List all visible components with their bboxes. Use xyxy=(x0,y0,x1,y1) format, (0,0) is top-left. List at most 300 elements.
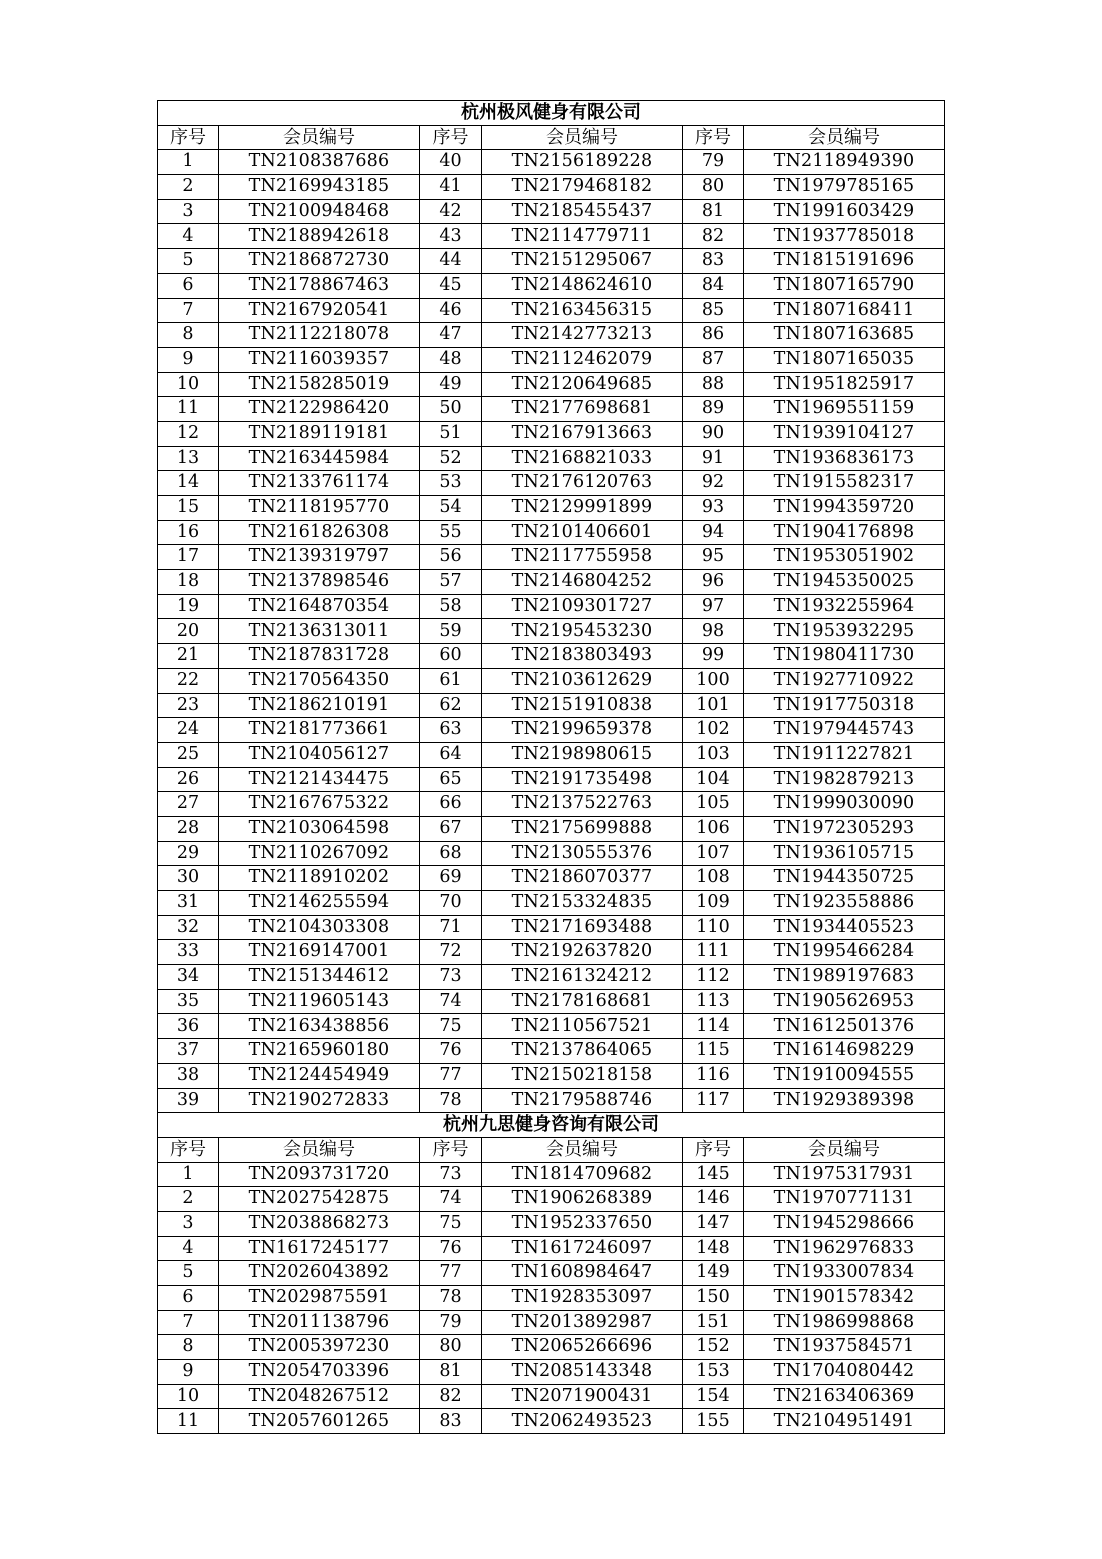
member-id-cell: TN1807163685 xyxy=(744,323,945,348)
member-id-cell: TN2029875591 xyxy=(219,1286,420,1311)
serial-number-cell: 4 xyxy=(158,224,219,249)
serial-number-cell: 38 xyxy=(158,1063,219,1088)
serial-number-cell: 88 xyxy=(683,372,744,397)
table-row xyxy=(158,915,945,940)
table-row xyxy=(158,347,945,372)
header-member-id: 会员编号 xyxy=(744,125,945,150)
table-row xyxy=(158,989,945,1014)
serial-number-cell: 96 xyxy=(683,570,744,595)
serial-number-cell: 101 xyxy=(683,693,744,718)
table-row xyxy=(158,668,945,693)
serial-number-cell: 14 xyxy=(158,471,219,496)
table-row xyxy=(158,1360,945,1385)
header-serial-number: 序号 xyxy=(683,1137,744,1162)
member-id-cell: TN2137898546 xyxy=(219,570,420,595)
section-title-row xyxy=(158,101,945,126)
member-id-cell: TN2101406601 xyxy=(482,520,683,545)
member-id-cell: TN2122986420 xyxy=(219,397,420,422)
member-id-cell: TN2109301727 xyxy=(482,594,683,619)
member-id-cell: TN1952337650 xyxy=(482,1211,683,1236)
member-id-cell: TN1927710922 xyxy=(744,668,945,693)
table-row xyxy=(158,372,945,397)
serial-number-cell: 24 xyxy=(158,718,219,743)
serial-number-cell: 78 xyxy=(420,1088,482,1113)
serial-number-cell: 67 xyxy=(420,816,482,841)
member-id-cell: TN2198980615 xyxy=(482,742,683,767)
member-id-cell: TN2181773661 xyxy=(219,718,420,743)
serial-number-cell: 27 xyxy=(158,792,219,817)
serial-number-cell: 82 xyxy=(683,224,744,249)
serial-number-cell: 59 xyxy=(420,619,482,644)
serial-number-cell: 7 xyxy=(158,1310,219,1335)
member-id-cell: TN2121434475 xyxy=(219,767,420,792)
serial-number-cell: 77 xyxy=(420,1261,482,1286)
serial-number-cell: 145 xyxy=(683,1162,744,1187)
table-row xyxy=(158,224,945,249)
header-serial-number: 序号 xyxy=(158,1137,219,1162)
serial-number-cell: 13 xyxy=(158,446,219,471)
member-id-cell: TN1962976833 xyxy=(744,1236,945,1261)
company-title: 杭州极风健身有限公司 xyxy=(158,101,945,126)
member-id-cell: TN2062493523 xyxy=(482,1409,683,1434)
member-id-cell: TN2150218158 xyxy=(482,1063,683,1088)
serial-number-cell: 22 xyxy=(158,668,219,693)
serial-number-cell: 94 xyxy=(683,520,744,545)
table-row xyxy=(158,1335,945,1360)
serial-number-cell: 85 xyxy=(683,298,744,323)
member-id-cell: TN1999030090 xyxy=(744,792,945,817)
serial-number-cell: 79 xyxy=(683,150,744,175)
table-row xyxy=(158,520,945,545)
serial-number-cell: 80 xyxy=(683,175,744,200)
member-id-cell: TN2191735498 xyxy=(482,767,683,792)
serial-number-cell: 105 xyxy=(683,792,744,817)
member-id-cell: TN2156189228 xyxy=(482,150,683,175)
member-id-cell: TN2158285019 xyxy=(219,372,420,397)
serial-number-cell: 81 xyxy=(683,199,744,224)
serial-number-cell: 54 xyxy=(420,496,482,521)
serial-number-cell: 66 xyxy=(420,792,482,817)
table-row xyxy=(158,693,945,718)
member-id-cell: TN2027542875 xyxy=(219,1187,420,1212)
member-id-cell: TN2118949390 xyxy=(744,150,945,175)
table-row xyxy=(158,792,945,817)
serial-number-cell: 113 xyxy=(683,989,744,1014)
member-id-cell: TN2186070377 xyxy=(482,866,683,891)
serial-number-cell: 10 xyxy=(158,1384,219,1409)
table-row xyxy=(158,323,945,348)
member-id-cell: TN2170564350 xyxy=(219,668,420,693)
member-id-cell: TN2116039357 xyxy=(219,347,420,372)
serial-number-cell: 1 xyxy=(158,150,219,175)
member-id-table xyxy=(157,100,945,1434)
member-id-cell: TN2118910202 xyxy=(219,866,420,891)
member-id-cell: TN1815191696 xyxy=(744,249,945,274)
serial-number-cell: 3 xyxy=(158,199,219,224)
member-id-cell: TN2189119181 xyxy=(219,421,420,446)
table-row xyxy=(158,298,945,323)
table-row xyxy=(158,742,945,767)
serial-number-cell: 21 xyxy=(158,644,219,669)
member-id-cell: TN2163438856 xyxy=(219,1014,420,1039)
table-row xyxy=(158,446,945,471)
member-id-cell: TN1945298666 xyxy=(744,1211,945,1236)
serial-number-cell: 34 xyxy=(158,965,219,990)
serial-number-cell: 99 xyxy=(683,644,744,669)
serial-number-cell: 65 xyxy=(420,767,482,792)
member-id-cell: TN2137522763 xyxy=(482,792,683,817)
member-id-cell: TN1989197683 xyxy=(744,965,945,990)
member-id-cell: TN2013892987 xyxy=(482,1310,683,1335)
serial-number-cell: 4 xyxy=(158,1236,219,1261)
serial-number-cell: 8 xyxy=(158,323,219,348)
table-row xyxy=(158,891,945,916)
member-id-cell: TN2071900431 xyxy=(482,1384,683,1409)
serial-number-cell: 15 xyxy=(158,496,219,521)
member-id-cell: TN2103064598 xyxy=(219,816,420,841)
serial-number-cell: 147 xyxy=(683,1211,744,1236)
member-id-cell: TN2151910838 xyxy=(482,693,683,718)
header-member-id: 会员编号 xyxy=(482,125,683,150)
member-id-cell: TN1608984647 xyxy=(482,1261,683,1286)
member-id-cell: TN2178168681 xyxy=(482,989,683,1014)
column-header-row xyxy=(158,1137,945,1162)
serial-number-cell: 19 xyxy=(158,594,219,619)
serial-number-cell: 153 xyxy=(683,1360,744,1385)
serial-number-cell: 150 xyxy=(683,1286,744,1311)
serial-number-cell: 81 xyxy=(420,1360,482,1385)
serial-number-cell: 48 xyxy=(420,347,482,372)
company-title: 杭州九思健身咨询有限公司 xyxy=(158,1113,945,1138)
member-id-cell: TN2093731720 xyxy=(219,1162,420,1187)
serial-number-cell: 7 xyxy=(158,298,219,323)
serial-number-cell: 90 xyxy=(683,421,744,446)
serial-number-cell: 84 xyxy=(683,273,744,298)
table-row xyxy=(158,619,945,644)
member-id-cell: TN2178867463 xyxy=(219,273,420,298)
member-id-cell: TN1936105715 xyxy=(744,841,945,866)
member-id-cell: TN1937785018 xyxy=(744,224,945,249)
serial-number-cell: 16 xyxy=(158,520,219,545)
member-id-cell: TN2057601265 xyxy=(219,1409,420,1434)
serial-number-cell: 30 xyxy=(158,866,219,891)
table-row xyxy=(158,940,945,965)
member-id-cell: TN2188942618 xyxy=(219,224,420,249)
member-id-cell: TN2137864065 xyxy=(482,1039,683,1064)
table-row xyxy=(158,767,945,792)
member-id-cell: TN2112462079 xyxy=(482,347,683,372)
table-row xyxy=(158,421,945,446)
serial-number-cell: 154 xyxy=(683,1384,744,1409)
member-id-cell: TN2167675322 xyxy=(219,792,420,817)
serial-number-cell: 5 xyxy=(158,1261,219,1286)
serial-number-cell: 29 xyxy=(158,841,219,866)
serial-number-cell: 8 xyxy=(158,1335,219,1360)
serial-number-cell: 56 xyxy=(420,545,482,570)
table-row xyxy=(158,199,945,224)
member-id-cell: TN1814709682 xyxy=(482,1162,683,1187)
member-id-cell: TN2085143348 xyxy=(482,1360,683,1385)
member-id-cell: TN2110267092 xyxy=(219,841,420,866)
serial-number-cell: 43 xyxy=(420,224,482,249)
serial-number-cell: 78 xyxy=(420,1286,482,1311)
serial-number-cell: 2 xyxy=(158,175,219,200)
member-id-cell: TN2163445984 xyxy=(219,446,420,471)
table-row xyxy=(158,866,945,891)
member-id-cell: TN1928353097 xyxy=(482,1286,683,1311)
member-id-cell: TN2179588746 xyxy=(482,1088,683,1113)
serial-number-cell: 58 xyxy=(420,594,482,619)
serial-number-cell: 47 xyxy=(420,323,482,348)
serial-number-cell: 116 xyxy=(683,1063,744,1088)
table-row xyxy=(158,273,945,298)
member-id-cell: TN1945350025 xyxy=(744,570,945,595)
serial-number-cell: 42 xyxy=(420,199,482,224)
serial-number-cell: 5 xyxy=(158,249,219,274)
member-id-cell: TN2190272833 xyxy=(219,1088,420,1113)
serial-number-cell: 68 xyxy=(420,841,482,866)
serial-number-cell: 60 xyxy=(420,644,482,669)
section-title-row xyxy=(158,1113,945,1138)
table-row xyxy=(158,175,945,200)
serial-number-cell: 151 xyxy=(683,1310,744,1335)
column-header-row xyxy=(158,125,945,150)
member-id-cell: TN1905626953 xyxy=(744,989,945,1014)
member-id-cell: TN1970771131 xyxy=(744,1187,945,1212)
member-id-cell: TN2171693488 xyxy=(482,915,683,940)
member-id-cell: TN2164870354 xyxy=(219,594,420,619)
serial-number-cell: 72 xyxy=(420,940,482,965)
serial-number-cell: 18 xyxy=(158,570,219,595)
member-id-cell: TN2192637820 xyxy=(482,940,683,965)
member-id-cell: TN2136313011 xyxy=(219,619,420,644)
member-id-cell: TN2187831728 xyxy=(219,644,420,669)
table-row xyxy=(158,249,945,274)
serial-number-cell: 104 xyxy=(683,767,744,792)
member-id-cell: TN1953932295 xyxy=(744,619,945,644)
member-id-cell: TN2165960180 xyxy=(219,1039,420,1064)
serial-number-cell: 36 xyxy=(158,1014,219,1039)
member-id-cell: TN2195453230 xyxy=(482,619,683,644)
header-member-id: 会员编号 xyxy=(219,1137,420,1162)
serial-number-cell: 45 xyxy=(420,273,482,298)
serial-number-cell: 110 xyxy=(683,915,744,940)
member-id-cell: TN2146255594 xyxy=(219,891,420,916)
serial-number-cell: 51 xyxy=(420,421,482,446)
member-id-cell: TN2054703396 xyxy=(219,1360,420,1385)
table-row xyxy=(158,1286,945,1311)
header-member-id: 会员编号 xyxy=(482,1137,683,1162)
member-id-cell: TN2114779711 xyxy=(482,224,683,249)
serial-number-cell: 148 xyxy=(683,1236,744,1261)
serial-number-cell: 1 xyxy=(158,1162,219,1187)
member-id-cell: TN1969551159 xyxy=(744,397,945,422)
member-id-cell: TN1807168411 xyxy=(744,298,945,323)
serial-number-cell: 46 xyxy=(420,298,482,323)
serial-number-cell: 3 xyxy=(158,1211,219,1236)
serial-number-cell: 55 xyxy=(420,520,482,545)
serial-number-cell: 73 xyxy=(420,1162,482,1187)
member-id-cell: TN2130555376 xyxy=(482,841,683,866)
table-row xyxy=(158,471,945,496)
serial-number-cell: 91 xyxy=(683,446,744,471)
member-id-cell: TN1975317931 xyxy=(744,1162,945,1187)
serial-number-cell: 82 xyxy=(420,1384,482,1409)
serial-number-cell: 11 xyxy=(158,1409,219,1434)
serial-number-cell: 102 xyxy=(683,718,744,743)
member-id-cell: TN2163456315 xyxy=(482,298,683,323)
member-id-cell: TN1617246097 xyxy=(482,1236,683,1261)
member-id-cell: TN1986998868 xyxy=(744,1310,945,1335)
serial-number-cell: 87 xyxy=(683,347,744,372)
table-row xyxy=(158,496,945,521)
member-id-cell: TN1991603429 xyxy=(744,199,945,224)
serial-number-cell: 25 xyxy=(158,742,219,767)
table-row xyxy=(158,965,945,990)
member-id-cell: TN2065266696 xyxy=(482,1335,683,1360)
table-row xyxy=(158,718,945,743)
serial-number-cell: 9 xyxy=(158,347,219,372)
table-row xyxy=(158,1211,945,1236)
member-id-cell: TN1614698229 xyxy=(744,1039,945,1064)
member-id-cell: TN2108387686 xyxy=(219,150,420,175)
table-row xyxy=(158,1014,945,1039)
serial-number-cell: 6 xyxy=(158,1286,219,1311)
table-row xyxy=(158,1187,945,1212)
serial-number-cell: 12 xyxy=(158,421,219,446)
member-id-cell: TN1704080442 xyxy=(744,1360,945,1385)
member-id-cell: TN2153324835 xyxy=(482,891,683,916)
member-id-cell: TN1901578342 xyxy=(744,1286,945,1311)
serial-number-cell: 108 xyxy=(683,866,744,891)
table-row xyxy=(158,1310,945,1335)
serial-number-cell: 69 xyxy=(420,866,482,891)
serial-number-cell: 28 xyxy=(158,816,219,841)
member-id-cell: TN1807165035 xyxy=(744,347,945,372)
member-id-cell: TN2038868273 xyxy=(219,1211,420,1236)
member-id-cell: TN2175699888 xyxy=(482,816,683,841)
table-row xyxy=(158,150,945,175)
member-id-cell: TN2185455437 xyxy=(482,199,683,224)
member-id-cell: TN2163406369 xyxy=(744,1384,945,1409)
serial-number-cell: 95 xyxy=(683,545,744,570)
serial-number-cell: 114 xyxy=(683,1014,744,1039)
member-id-cell: TN1923558886 xyxy=(744,891,945,916)
member-id-cell: TN2110567521 xyxy=(482,1014,683,1039)
member-id-cell: TN2048267512 xyxy=(219,1384,420,1409)
serial-number-cell: 39 xyxy=(158,1088,219,1113)
member-id-cell: TN1807165790 xyxy=(744,273,945,298)
member-id-cell: TN2146804252 xyxy=(482,570,683,595)
member-id-cell: TN2151295067 xyxy=(482,249,683,274)
member-id-cell: TN1995466284 xyxy=(744,940,945,965)
serial-number-cell: 9 xyxy=(158,1360,219,1385)
member-id-cell: TN2186210191 xyxy=(219,693,420,718)
member-id-cell: TN1982879213 xyxy=(744,767,945,792)
serial-number-cell: 74 xyxy=(420,989,482,1014)
member-id-cell: TN2011138796 xyxy=(219,1310,420,1335)
member-id-cell: TN2161324212 xyxy=(482,965,683,990)
serial-number-cell: 6 xyxy=(158,273,219,298)
member-id-cell: TN2133761174 xyxy=(219,471,420,496)
member-id-cell: TN1906268389 xyxy=(482,1187,683,1212)
member-id-cell: TN2177698681 xyxy=(482,397,683,422)
serial-number-cell: 73 xyxy=(420,965,482,990)
serial-number-cell: 149 xyxy=(683,1261,744,1286)
serial-number-cell: 93 xyxy=(683,496,744,521)
table-row xyxy=(158,545,945,570)
member-id-cell: TN1911227821 xyxy=(744,742,945,767)
serial-number-cell: 111 xyxy=(683,940,744,965)
serial-number-cell: 49 xyxy=(420,372,482,397)
serial-number-cell: 76 xyxy=(420,1236,482,1261)
member-id-cell: TN1937584571 xyxy=(744,1335,945,1360)
member-id-cell: TN2117755958 xyxy=(482,545,683,570)
serial-number-cell: 61 xyxy=(420,668,482,693)
header-serial-number: 序号 xyxy=(420,125,482,150)
member-id-cell: TN1936836173 xyxy=(744,446,945,471)
member-id-cell: TN1972305293 xyxy=(744,816,945,841)
serial-number-cell: 74 xyxy=(420,1187,482,1212)
serial-number-cell: 80 xyxy=(420,1335,482,1360)
serial-number-cell: 117 xyxy=(683,1088,744,1113)
member-id-cell: TN2118195770 xyxy=(219,496,420,521)
serial-number-cell: 103 xyxy=(683,742,744,767)
serial-number-cell: 92 xyxy=(683,471,744,496)
serial-number-cell: 57 xyxy=(420,570,482,595)
member-id-cell: TN2139319797 xyxy=(219,545,420,570)
table-row xyxy=(158,1384,945,1409)
member-id-cell: TN2169943185 xyxy=(219,175,420,200)
member-id-cell: TN2026043892 xyxy=(219,1261,420,1286)
table-row xyxy=(158,1409,945,1434)
header-serial-number: 序号 xyxy=(420,1137,482,1162)
member-id-cell: TN1934405523 xyxy=(744,915,945,940)
serial-number-cell: 89 xyxy=(683,397,744,422)
member-id-cell: TN1917750318 xyxy=(744,693,945,718)
member-id-cell: TN2186872730 xyxy=(219,249,420,274)
header-member-id: 会员编号 xyxy=(219,125,420,150)
member-id-cell: TN1980411730 xyxy=(744,644,945,669)
table-body xyxy=(158,101,945,1434)
serial-number-cell: 115 xyxy=(683,1039,744,1064)
member-id-cell: TN2148624610 xyxy=(482,273,683,298)
serial-number-cell: 107 xyxy=(683,841,744,866)
serial-number-cell: 75 xyxy=(420,1211,482,1236)
serial-number-cell: 76 xyxy=(420,1039,482,1064)
serial-number-cell: 20 xyxy=(158,619,219,644)
table-row xyxy=(158,570,945,595)
serial-number-cell: 70 xyxy=(420,891,482,916)
serial-number-cell: 33 xyxy=(158,940,219,965)
serial-number-cell: 17 xyxy=(158,545,219,570)
serial-number-cell: 71 xyxy=(420,915,482,940)
member-id-cell: TN2142773213 xyxy=(482,323,683,348)
table-row xyxy=(158,594,945,619)
table-row xyxy=(158,644,945,669)
serial-number-cell: 75 xyxy=(420,1014,482,1039)
serial-number-cell: 53 xyxy=(420,471,482,496)
serial-number-cell: 2 xyxy=(158,1187,219,1212)
serial-number-cell: 97 xyxy=(683,594,744,619)
serial-number-cell: 152 xyxy=(683,1335,744,1360)
table-row xyxy=(158,816,945,841)
member-id-cell: TN2103612629 xyxy=(482,668,683,693)
member-id-cell: TN2179468182 xyxy=(482,175,683,200)
serial-number-cell: 10 xyxy=(158,372,219,397)
serial-number-cell: 37 xyxy=(158,1039,219,1064)
serial-number-cell: 86 xyxy=(683,323,744,348)
